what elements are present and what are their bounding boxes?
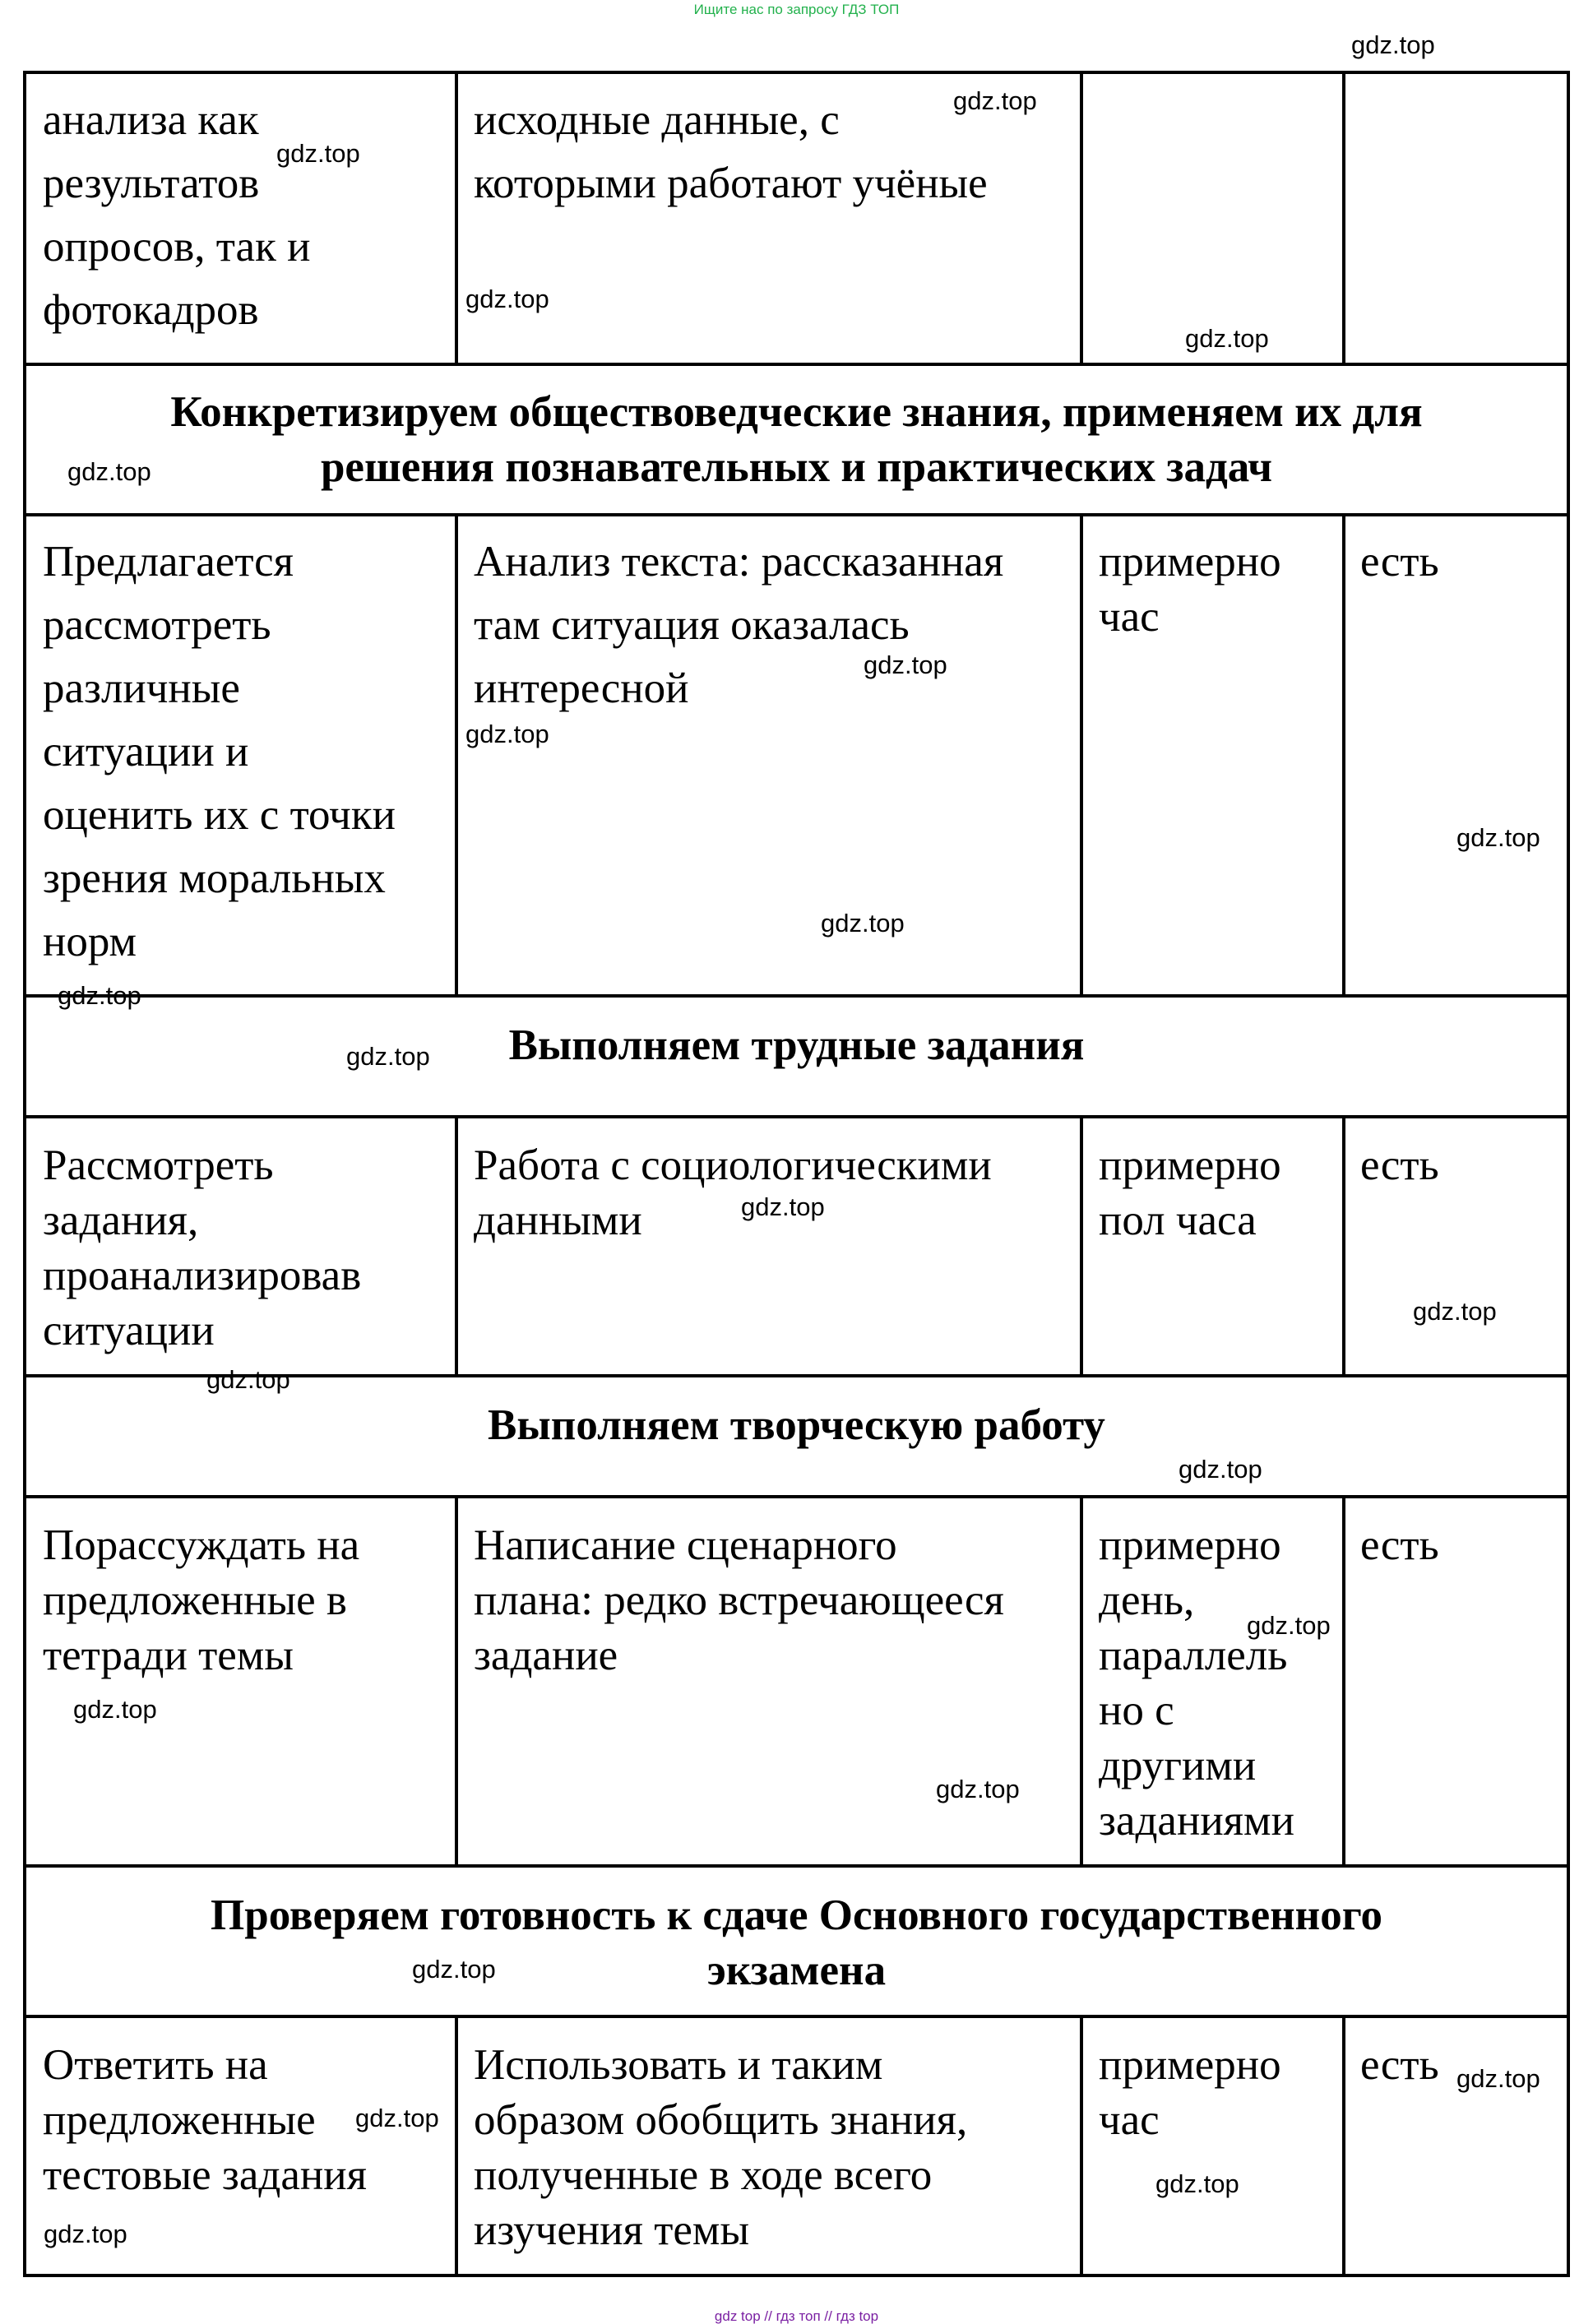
table-divider [23, 1864, 1570, 1868]
watermark: gdz.top [1456, 823, 1540, 852]
section-heading: Выполняем творческую работу [488, 1401, 1105, 1449]
watermark: gdz.top [412, 1955, 496, 1984]
table-border-top [23, 71, 1570, 74]
watermark: gdz.top [346, 1042, 430, 1071]
table-divider [23, 363, 1570, 366]
section-heading: Проверяем готовность к сдаче Основного государственного экзамена [211, 1891, 1382, 1994]
watermark: gdz.top [465, 285, 549, 313]
table-cell: Рассмотреть задания, проанализировав ситуации [43, 1141, 362, 1354]
table-cell: Порассуждать на предложенные в тетради темы [43, 1521, 360, 1679]
watermark: gdz.top [276, 139, 360, 168]
watermark: gdz.top [1155, 2169, 1239, 2198]
table-border-right [1567, 71, 1570, 2277]
table-cell: примерно пол часа [1099, 1141, 1281, 1244]
watermark: gdz.top [1247, 1611, 1331, 1640]
table-cell: анализа как результатов опросов, так и фотокадров [43, 96, 311, 334]
watermark: gdz.top [1179, 1455, 1262, 1484]
table-cell: Предлагается рассмотреть различные ситуации и оценить их с точки зрения моральных норм [43, 538, 396, 965]
watermark: gdz.top [864, 650, 947, 679]
table-cell: Использовать и таким образом обобщить знания, полученные в ходе всего изучения темы [474, 2041, 968, 2254]
watermark: gdz.top [936, 1775, 1020, 1803]
table-border-bottom [23, 2274, 1570, 2277]
table-divider [23, 1115, 1570, 1118]
column-divider [1080, 1115, 1083, 1377]
table-cell: примерно час [1099, 2041, 1281, 2144]
top-banner: Ищите нас по запросу ГДЗ ТОП [693, 2, 900, 17]
table-cell: Анализ текста: рассказанная там ситуация оказалась интересной [474, 538, 1004, 712]
column-divider [1342, 513, 1345, 998]
watermark: gdz.top [58, 981, 141, 1010]
watermark: gdz.top [355, 2104, 439, 2132]
watermark: gdz.top [73, 1695, 157, 1724]
table-cell: примерно час [1099, 538, 1281, 641]
watermark: gdz.top [465, 720, 549, 748]
column-divider [1080, 1495, 1083, 1868]
table-cell: есть [1360, 1141, 1439, 1189]
column-divider [1080, 513, 1083, 998]
watermark: gdz.top [1185, 324, 1269, 353]
table-cell: есть [1360, 538, 1439, 586]
column-divider [1342, 2015, 1345, 2277]
table-cell: Работа с социологическими данными [474, 1141, 992, 1244]
column-divider [455, 71, 458, 366]
watermark: gdz.top [741, 1192, 825, 1221]
table-divider [23, 994, 1570, 998]
column-divider [1342, 1495, 1345, 1868]
table-divider [23, 1495, 1570, 1498]
table-cell: Ответить на предложенные тестовые задания [43, 2041, 367, 2199]
column-divider [1080, 2015, 1083, 2277]
footer-watermark: gdz top // гдз топ // гдз top [714, 2308, 879, 2324]
watermark: gdz.top [953, 86, 1037, 115]
section-heading: Конкретизируем обществоведческие знания, применяем их для решения познавательных и практических задач [170, 388, 1423, 491]
table-cell: примерно день, параллель но с другими заданиями [1099, 1521, 1294, 1845]
table-divider [23, 2015, 1570, 2018]
watermark: gdz.top [1413, 1297, 1497, 1326]
table-divider [23, 513, 1570, 516]
table-cell: есть [1360, 2041, 1439, 2089]
column-divider [1080, 71, 1083, 366]
watermark: gdz.top [1351, 30, 1435, 59]
watermark: gdz.top [1456, 2064, 1540, 2093]
watermark: gdz.top [44, 2220, 127, 2248]
column-divider [455, 2015, 458, 2277]
column-divider [1342, 1115, 1345, 1377]
column-divider [455, 513, 458, 998]
column-divider [455, 1495, 458, 1868]
column-divider [1342, 71, 1345, 366]
table-cell: Написание сценарного плана: редко встречающееся задание [474, 1521, 1004, 1679]
table-cell: исходные данные, с которыми работают учёные [474, 96, 988, 207]
watermark: gdz.top [67, 457, 151, 486]
table-cell: есть [1360, 1521, 1439, 1569]
watermark: gdz.top [821, 909, 905, 937]
column-divider [455, 1115, 458, 1377]
section-heading: Выполняем трудные задания [508, 1021, 1085, 1069]
watermark: gdz.top [206, 1365, 290, 1394]
